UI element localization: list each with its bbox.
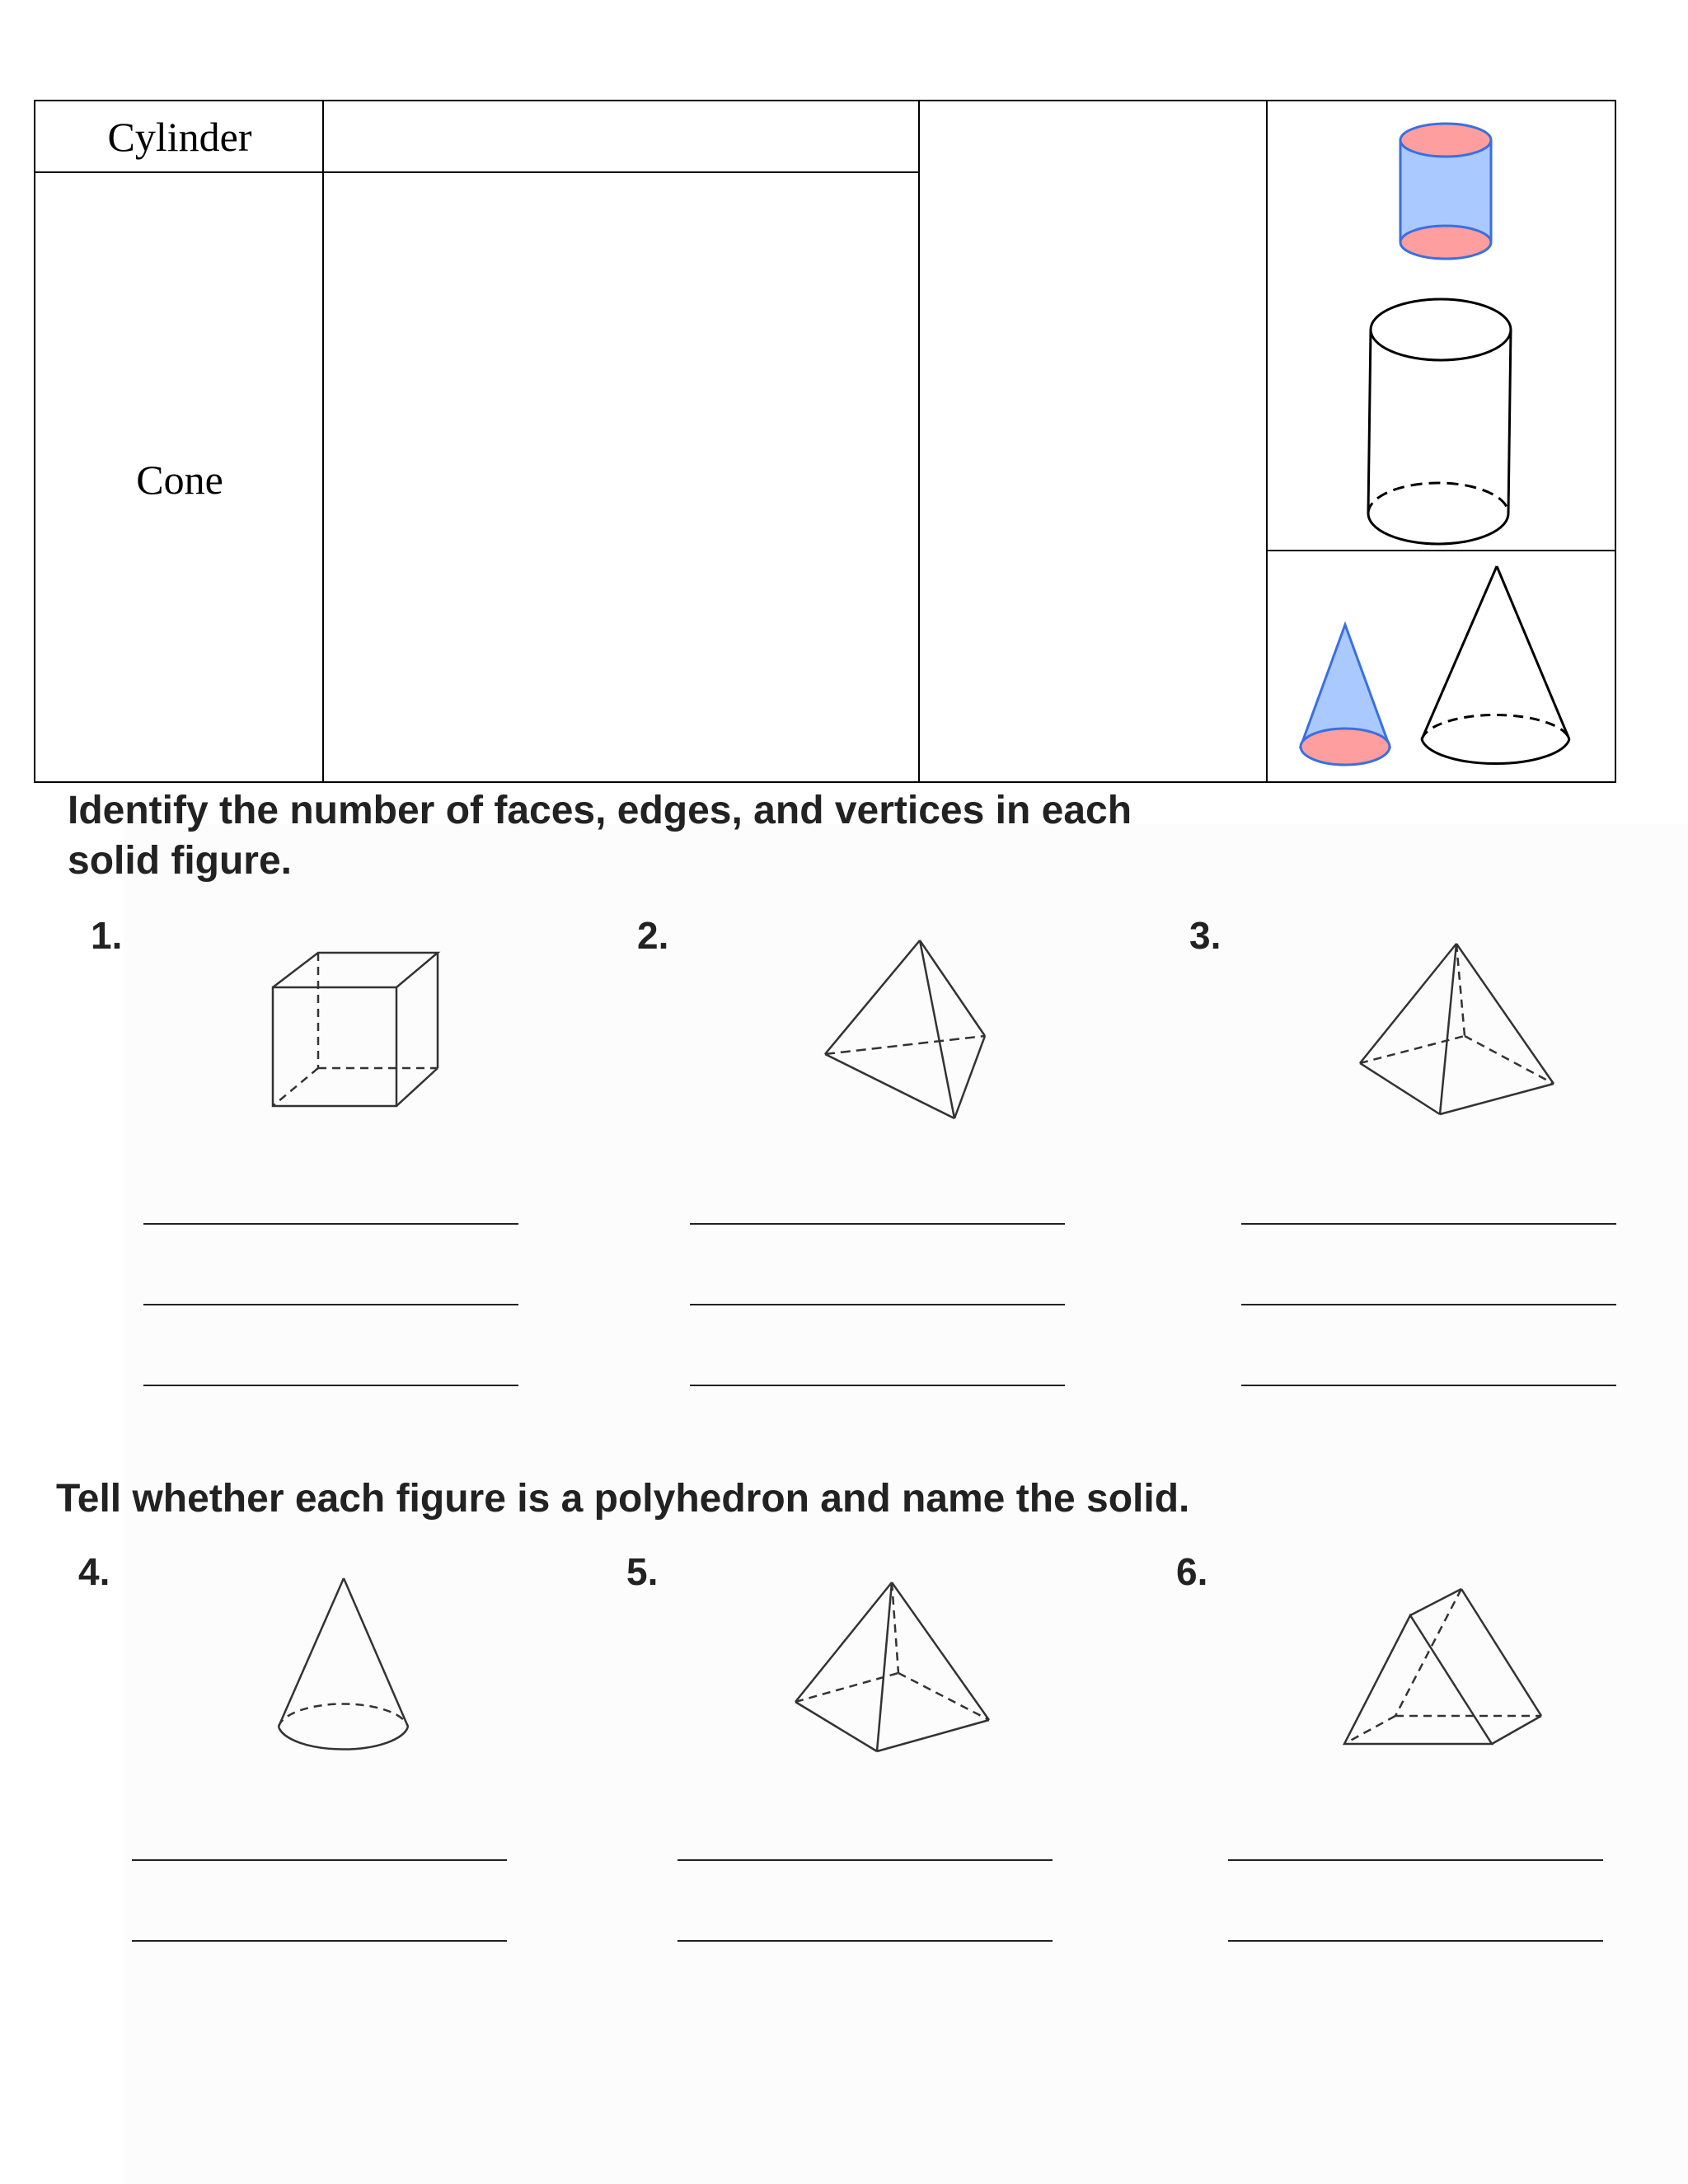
row-label-cone: Cone xyxy=(136,457,223,503)
item-number: 5. xyxy=(626,1550,659,1593)
cylinder-top-base xyxy=(1400,124,1491,157)
answer-line[interactable] xyxy=(1241,1385,1616,1386)
outline-cone-figure xyxy=(1416,562,1573,775)
cone-base xyxy=(1301,729,1390,765)
colored-cylinder-figure xyxy=(1393,115,1500,268)
square-pyramid-figure-2 xyxy=(791,1578,993,1755)
item-number: 2. xyxy=(637,914,669,957)
answer-line[interactable] xyxy=(132,1940,507,1942)
item-number: 4. xyxy=(78,1550,110,1593)
table-col-divider xyxy=(918,101,920,781)
answer-line[interactable] xyxy=(690,1304,1065,1305)
answer-line[interactable] xyxy=(690,1385,1065,1386)
item-number: 6. xyxy=(1176,1550,1208,1593)
cone-figure xyxy=(272,1574,412,1760)
triangular-pyramid-figure xyxy=(820,935,997,1125)
answer-line[interactable] xyxy=(690,1223,1065,1225)
section1-heading-line1: Identify the number of faces, edges, and vertices in each xyxy=(68,789,1132,832)
item-number: 3. xyxy=(1189,914,1221,957)
answer-line[interactable] xyxy=(678,1859,1053,1861)
section2-heading: Tell whether each figure is a polyhedron and name the solid. xyxy=(56,1477,1190,1521)
colored-cone-figure xyxy=(1294,620,1393,772)
answer-line[interactable] xyxy=(678,1940,1053,1942)
table-row-divider xyxy=(1266,550,1616,551)
triangular-prism-figure xyxy=(1339,1582,1545,1751)
answer-line[interactable] xyxy=(1228,1940,1603,1942)
table-col-divider xyxy=(1266,101,1268,781)
cube-figure xyxy=(268,948,449,1113)
row-label-cylinder: Cylinder xyxy=(107,114,252,160)
section1-heading xyxy=(68,785,1132,886)
answer-line[interactable] xyxy=(1241,1223,1616,1225)
outline-cylinder-figure xyxy=(1364,295,1512,546)
answer-line[interactable] xyxy=(143,1385,518,1386)
section1-heading-line2: solid figure. xyxy=(68,839,293,883)
table-row-divider xyxy=(35,171,920,173)
item-number: 1. xyxy=(91,914,123,957)
answer-line[interactable] xyxy=(132,1859,507,1861)
answer-line[interactable] xyxy=(143,1304,518,1305)
cylinder-bottom-base xyxy=(1400,226,1491,259)
answer-line[interactable] xyxy=(1241,1304,1616,1305)
square-pyramid-figure xyxy=(1356,940,1558,1117)
answer-line[interactable] xyxy=(1228,1859,1603,1861)
table-col-divider xyxy=(322,101,324,781)
answer-line[interactable] xyxy=(143,1223,518,1225)
